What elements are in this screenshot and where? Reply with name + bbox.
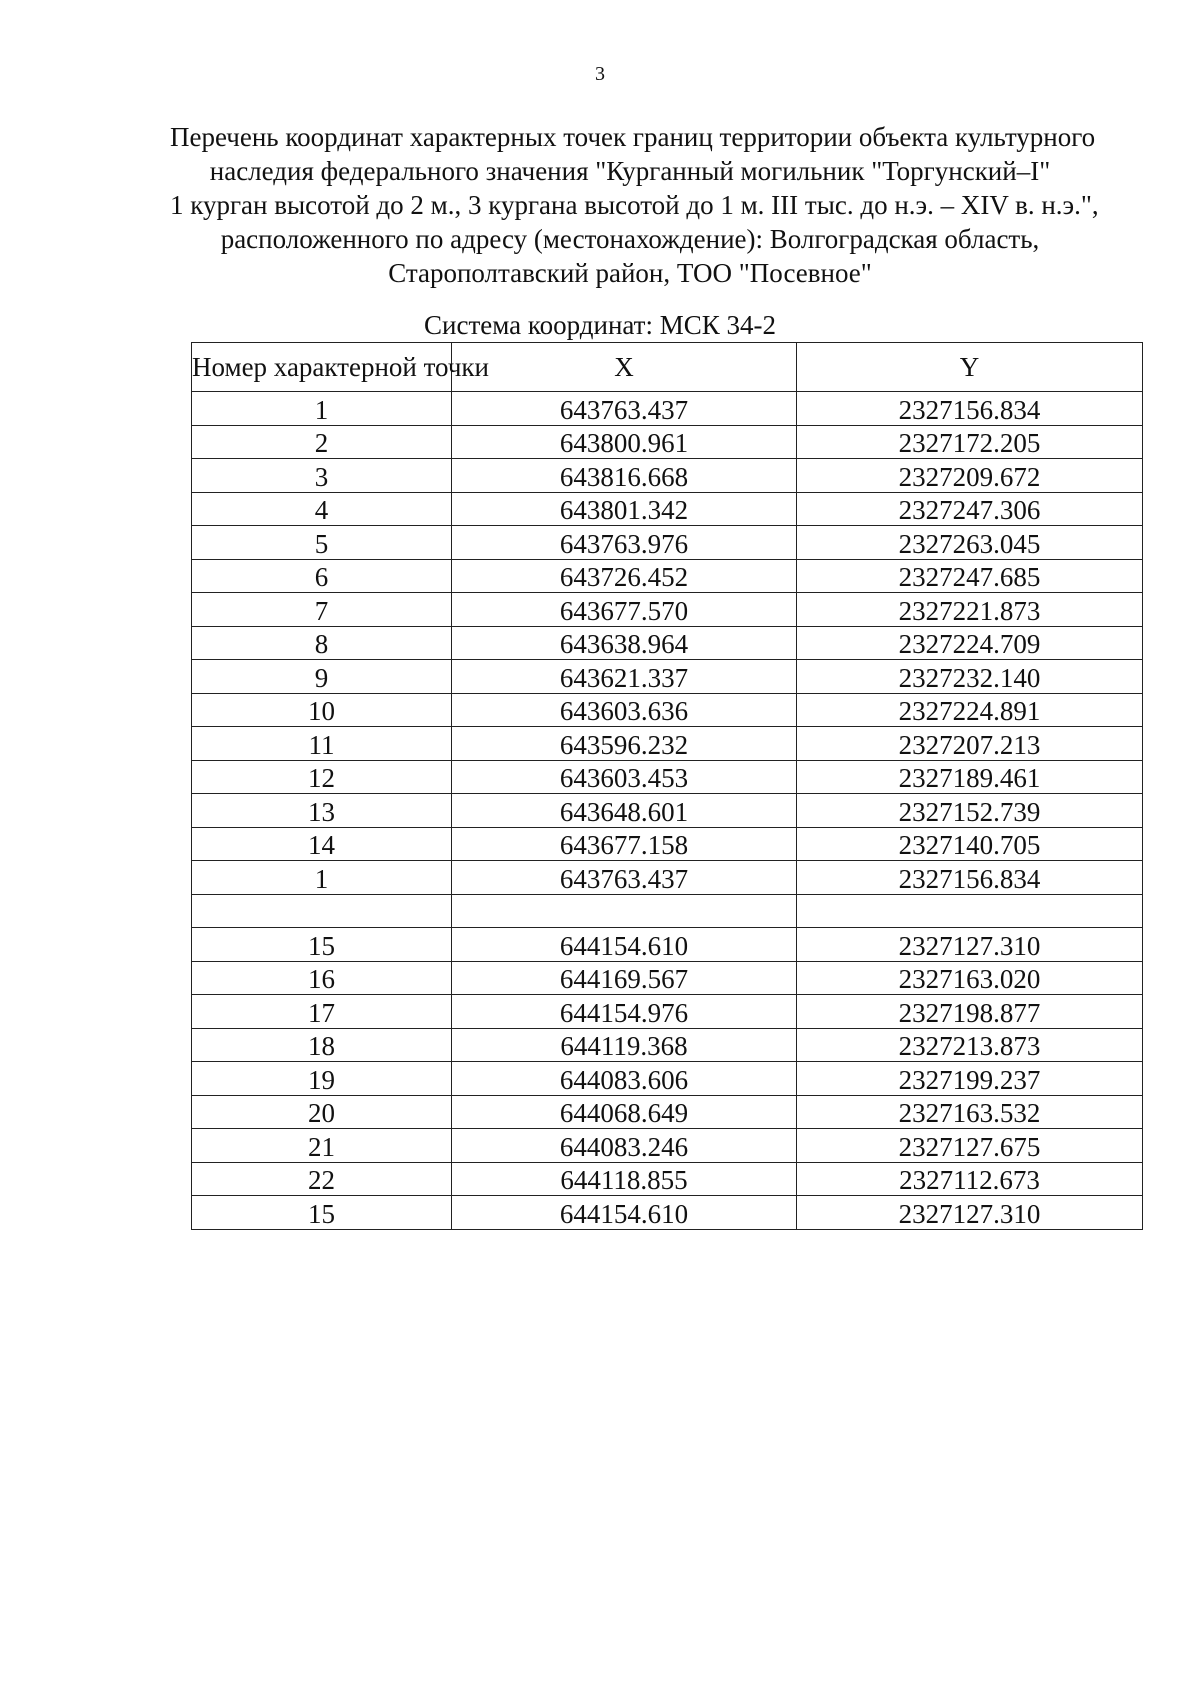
cell-y: 2327199.237 xyxy=(797,1062,1143,1096)
cell-x: 643763.437 xyxy=(452,392,797,426)
table-row xyxy=(192,1129,1143,1163)
coordinates-table xyxy=(191,342,1143,1230)
cell-y: 2327127.675 xyxy=(797,1129,1143,1163)
table-row xyxy=(192,794,1143,828)
table-row xyxy=(192,693,1143,727)
cell-y: 2327127.310 xyxy=(797,928,1143,962)
cell-point: 19 xyxy=(192,1062,452,1096)
cell-x: 644068.649 xyxy=(452,1095,797,1129)
table-row xyxy=(192,928,1143,962)
cell-y: 2327140.705 xyxy=(797,827,1143,861)
table-row xyxy=(192,1162,1143,1196)
cell-y xyxy=(797,894,1143,928)
cell-y: 2327156.834 xyxy=(797,861,1143,895)
cell-y: 2327127.310 xyxy=(797,1196,1143,1230)
cell-x: 643638.964 xyxy=(452,626,797,660)
cell-point: 8 xyxy=(192,626,452,660)
cell-x: 643816.668 xyxy=(452,459,797,493)
cell-point: 6 xyxy=(192,559,452,593)
cell-point: 1 xyxy=(192,861,452,895)
table-row xyxy=(192,727,1143,761)
cell-point: 15 xyxy=(192,928,452,962)
cell-point: 22 xyxy=(192,1162,452,1196)
cell-point: 5 xyxy=(192,526,452,560)
cell-y: 2327207.213 xyxy=(797,727,1143,761)
table-row xyxy=(192,425,1143,459)
cell-point: 3 xyxy=(192,459,452,493)
cell-x: 644118.855 xyxy=(452,1162,797,1196)
table-row xyxy=(192,1095,1143,1129)
table-row xyxy=(192,961,1143,995)
title-line: Перечень координат характерных точек границ территории объекта культурного xyxy=(170,122,1096,152)
table-row xyxy=(192,1062,1143,1096)
table-row xyxy=(192,559,1143,593)
cell-y: 2327189.461 xyxy=(797,760,1143,794)
cell-y: 2327172.205 xyxy=(797,425,1143,459)
cell-y: 2327152.739 xyxy=(797,794,1143,828)
cell-x: 643603.453 xyxy=(452,760,797,794)
table-row xyxy=(192,392,1143,426)
document-title xyxy=(170,120,1099,290)
cell-y: 2327156.834 xyxy=(797,392,1143,426)
table-row xyxy=(192,1028,1143,1062)
cell-y: 2327247.306 xyxy=(797,492,1143,526)
cell-x: 643677.158 xyxy=(452,827,797,861)
cell-point: 21 xyxy=(192,1129,452,1163)
cell-x: 644119.368 xyxy=(452,1028,797,1062)
cell-x: 644154.610 xyxy=(452,928,797,962)
cell-point: 20 xyxy=(192,1095,452,1129)
cell-y: 2327247.685 xyxy=(797,559,1143,593)
table-row xyxy=(192,894,1143,928)
cell-x: 643763.437 xyxy=(452,861,797,895)
coordinate-system-caption: Система координат: МСК 34-2 xyxy=(424,310,776,340)
cell-point: 18 xyxy=(192,1028,452,1062)
table-row xyxy=(192,626,1143,660)
table-row xyxy=(192,526,1143,560)
cell-y: 2327232.140 xyxy=(797,660,1143,694)
cell-x: 643621.337 xyxy=(452,660,797,694)
header-point-number: Номер характерной точки xyxy=(192,343,452,392)
cell-x: 643800.961 xyxy=(452,425,797,459)
cell-x: 644154.976 xyxy=(452,995,797,1029)
cell-y: 2327198.877 xyxy=(797,995,1143,1029)
cell-point: 7 xyxy=(192,593,452,627)
cell-x: 644169.567 xyxy=(452,961,797,995)
cell-x: 644154.610 xyxy=(452,1196,797,1230)
cell-point xyxy=(192,894,452,928)
cell-x: 643726.452 xyxy=(452,559,797,593)
cell-y: 2327263.045 xyxy=(797,526,1143,560)
cell-y: 2327112.673 xyxy=(797,1162,1143,1196)
cell-point: 1 xyxy=(192,392,452,426)
cell-point: 16 xyxy=(192,961,452,995)
cell-y: 2327209.672 xyxy=(797,459,1143,493)
cell-point: 13 xyxy=(192,794,452,828)
cell-x: 643648.601 xyxy=(452,794,797,828)
cell-y: 2327213.873 xyxy=(797,1028,1143,1062)
title-line: 1 курган высотой до 2 м., 3 кургана высотой до 1 м. III тыс. до н.э. – XIV в. н.э.", xyxy=(170,190,1099,220)
title-line: расположенного по адресу (местонахождение): Волгоградская область, xyxy=(220,224,1040,254)
table-row xyxy=(192,827,1143,861)
cell-y: 2327163.532 xyxy=(797,1095,1143,1129)
cell-x: 643677.570 xyxy=(452,593,797,627)
cell-y: 2327224.891 xyxy=(797,693,1143,727)
cell-point: 15 xyxy=(192,1196,452,1230)
table-row xyxy=(192,660,1143,694)
cell-point: 9 xyxy=(192,660,452,694)
table-row xyxy=(192,492,1143,526)
cell-y: 2327163.020 xyxy=(797,961,1143,995)
table-row xyxy=(192,995,1143,1029)
cell-y: 2327224.709 xyxy=(797,626,1143,660)
cell-x: 644083.246 xyxy=(452,1129,797,1163)
cell-point: 11 xyxy=(192,727,452,761)
cell-y: 2327221.873 xyxy=(797,593,1143,627)
title-line: Старополтавский район, ТОО "Посевное" xyxy=(388,258,872,288)
table-body xyxy=(192,392,1143,1230)
cell-x: 643596.232 xyxy=(452,727,797,761)
title-line: наследия федерального значения "Курганный могильник "Торгунский–I" xyxy=(209,156,1051,186)
page-number: 3 xyxy=(595,63,605,85)
cell-x: 644083.606 xyxy=(452,1062,797,1096)
table-row xyxy=(192,861,1143,895)
table-row xyxy=(192,459,1143,493)
header-x: X xyxy=(452,343,797,392)
cell-point: 12 xyxy=(192,760,452,794)
cell-x xyxy=(452,894,797,928)
cell-point: 10 xyxy=(192,693,452,727)
header-y: Y xyxy=(797,343,1143,392)
cell-point: 14 xyxy=(192,827,452,861)
cell-x: 643763.976 xyxy=(452,526,797,560)
cell-x: 643603.636 xyxy=(452,693,797,727)
table-row xyxy=(192,760,1143,794)
table-header-row xyxy=(192,343,1143,392)
cell-point: 4 xyxy=(192,492,452,526)
table-row xyxy=(192,593,1143,627)
cell-point: 2 xyxy=(192,425,452,459)
cell-x: 643801.342 xyxy=(452,492,797,526)
cell-point: 17 xyxy=(192,995,452,1029)
table-row xyxy=(192,1196,1143,1230)
